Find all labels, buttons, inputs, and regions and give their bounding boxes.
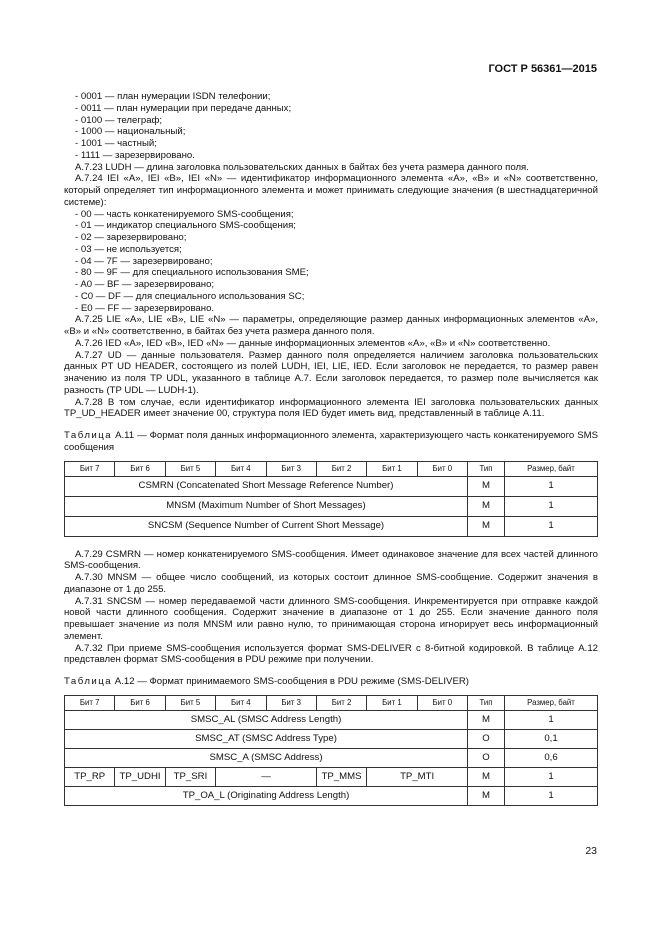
table-row: TP_OA_L (Originating Address Length) M 1 <box>65 786 598 805</box>
table-row: SMSC_A (SMSC Address) O 0,6 <box>65 748 598 767</box>
table-a12-caption: Таблица А.12 — Формат принимаемого SMS-сообщения в PDU режиме (SMS-DELIVER) <box>64 676 469 687</box>
list-item: - 80 — 9F — для специального использования SME; <box>75 267 309 279</box>
list-item: - E0 — FF — зарезервировано. <box>75 302 215 314</box>
table-header-row: Бит 7 Бит 6 Бит 5 Бит 4 Бит 3 Бит 2 Бит 1 Бит 0 Тип Размер, байт <box>65 461 598 476</box>
standard-header: ГОСТ Р 56361—2015 <box>488 63 597 75</box>
table-a11-caption: Таблица А.11 — Формат поля данных информационного элемента, характеризующего часть конкатенируемого SMS сообщения <box>64 430 598 453</box>
list-item: - 00 — часть конкатенируемого SMS-сообщения; <box>75 208 294 220</box>
list-item: - 02 — зарезервировано; <box>75 232 187 243</box>
list-item: - 0100 — телеграф; <box>75 114 163 126</box>
list-item: - A0 — BF — зарезервировано; <box>75 279 215 290</box>
paragraph-a730: А.7.30 MNSM — общее число сообщений, из которых состоит длинное SMS-сообщение. Содержит значения в диапазоне от 1 до 255. <box>64 572 598 595</box>
paragraph-a732: А.7.32 При приеме SMS-сообщения используется формат SMS-DELIVER с 8-битной кодировкой. В таблице А.12 представлен формат SMS-сообщения в PDU режиме при получении. <box>64 642 598 666</box>
paragraph-a727: А.7.27 UD — данные пользователя. Размер данного поля определяется наличием заголовка пользовательских данных PT UD HEADER, состоящего из полей LUDH, IEI, LIE, IED. Если заголовок не передается, то размер равен значению из поля TP UDL, указанного в таблице А.7. Если заголовок передается, то размер поле вычисляется как разность (TP UDL — LUDH-1). <box>64 349 598 396</box>
table-row: SMSC_AT (SMSC Address Type) O 0,1 <box>65 729 598 748</box>
table-row: MNSM (Maximum Number of Short Messages) M 1 <box>65 496 598 516</box>
list-item: - 1000 — национальный; <box>75 126 186 138</box>
list-item: - 03 — не используется; <box>75 243 182 255</box>
list-item: - 01 — индикатор специального SMS-сообщения; <box>75 220 296 232</box>
table-row: CSMRN (Concatenated Short Message Reference Number) M 1 <box>65 476 598 496</box>
paragraph-a723: А.7.23 LUDH — длина заголовка пользовательских данных в байтах без учета размера данного поля. <box>75 161 529 173</box>
paragraph-a729: А.7.29 CSMRN — номер конкатенируемого SMS-сообщения. Имеет одинаковое значение для всех частей длинного SMS-сообщения. <box>64 548 598 572</box>
list-item: - 0001 — план нумерации ISDN телефонии; <box>75 91 271 102</box>
paragraph-a725: А.7.25 LIE «A», LIE «B», LIE «N» — параметры, определяющие размер данных информационных элементов «А», «В» и «N» соответственно, в байтах без учета размера данного поля. <box>64 314 598 337</box>
table-a11 <box>64 461 598 537</box>
paragraph-a728: А.7.28 В том случае, если идентификатор информационного элемента IEI заголовка пользовательских данных TP_UD_HEADER имеет значение 00, структура поля IED будет иметь вид, представленный в таблице А.11. <box>64 396 598 420</box>
list-item: - 1001 — частный; <box>75 138 157 149</box>
table-row-bits: TP_RP TP_UDHI TP_SRI — TP_MMS TP_MTI M 1 <box>65 767 598 786</box>
table-a12 <box>64 695 598 806</box>
list-item: - 04 — 7F — зарезервировано; <box>75 255 213 267</box>
list-item: - C0 — DF — для специального использования SC; <box>75 290 305 302</box>
list-item: - 1111 — зарезервировано. <box>75 149 195 161</box>
document-body <box>64 91 598 806</box>
table-header-row: Бит 7 Бит 6 Бит 5 Бит 4 Бит 3 Бит 2 Бит 1 Бит 0 Тип Размер, байт <box>65 695 598 710</box>
page-number: 23 <box>585 845 597 857</box>
list-item: - 0011 — план нумерации при передаче данных; <box>75 102 292 114</box>
paragraph-a724: А.7.24 IEI «A», IEI «B», IEI «N» — идентификатор информационного элемента «А», «В» и «N» соответственно, который определяет тип информационного элемента и может принимать следующие значения (в шестнадцатеричной системе): <box>64 173 598 208</box>
paragraph-a731: А.7.31 SNCSM — номер передаваемой части длинного SMS-сообщения. Инкрементируется при отправке каждой новой части длинного сообщения. Содержит значение в диапазоне от 1 до 255. Если значение данного поля превышает значение из поля MNSM или равно нулю, то принимающая сторона игнорирует весь информационный элемент. <box>64 595 598 642</box>
table-row: SNCSM (Sequence Number of Current Short Message) M 1 <box>65 516 598 536</box>
table-row: SMSC_AL (SMSC Address Length) M 1 <box>65 710 598 729</box>
paragraph-a726: А.7.26 IED «A», IED «B», IED «N» — данные информационных элементов «А», «В» и «N» соответственно. <box>75 337 551 349</box>
